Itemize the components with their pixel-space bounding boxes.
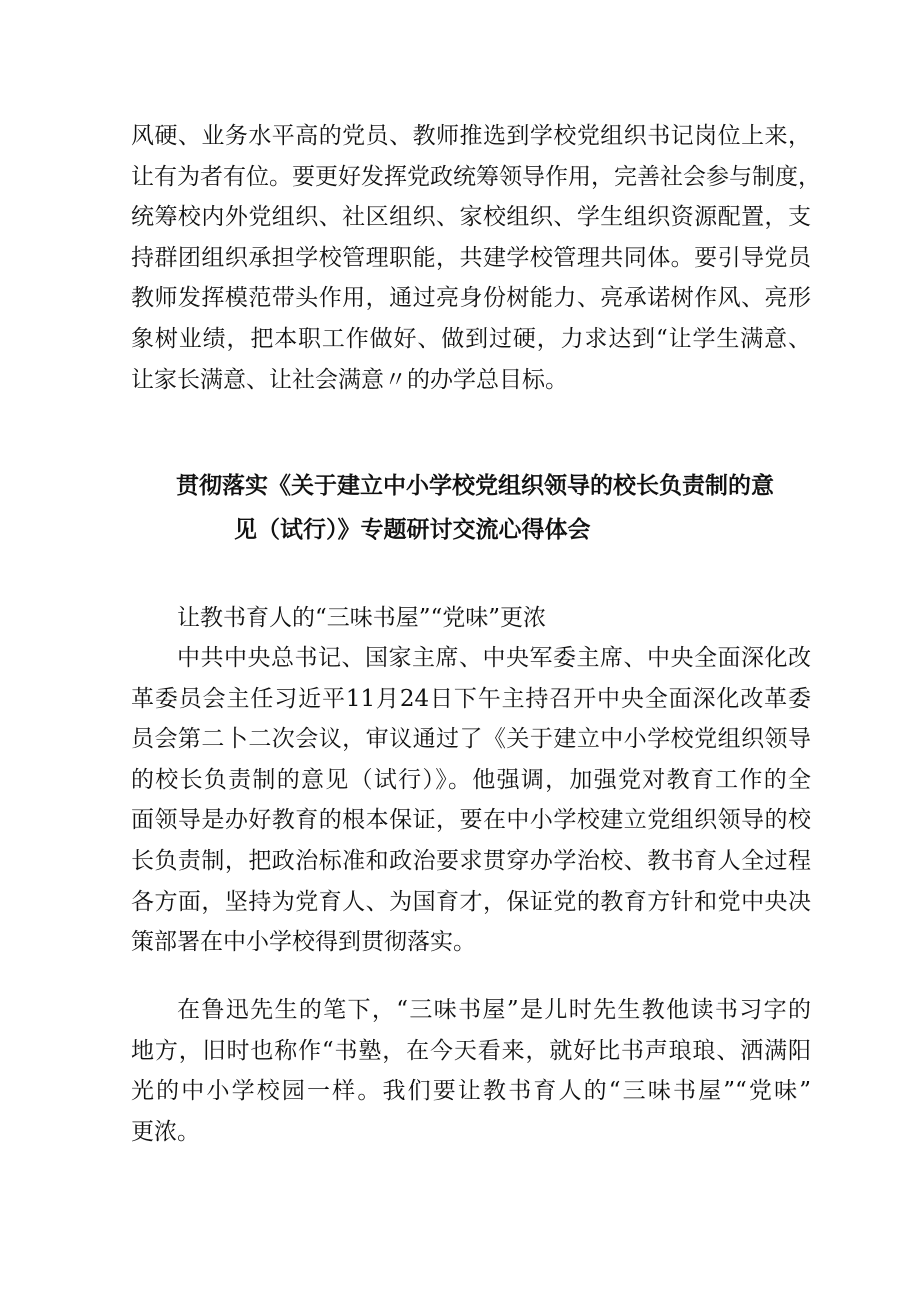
paragraph-line: 让家长满意、让社会满意〃的办学总目标。 — [131, 366, 568, 393]
paragraph-1 — [131, 638, 811, 963]
paragraph-line: 在鲁迅先生的笔下，“三味书屋”是儿时先生教他读书习字的 — [177, 997, 811, 1023]
paragraph-line: 让有为者有位。要更好发挥党政统筹领导作用，完善社会参与制度， — [131, 163, 821, 190]
document-title — [131, 464, 811, 552]
paragraph-line: 各方面，坚持为党育人、为国育才，保证党的教育方针和党中央决 — [131, 888, 811, 915]
paragraph-line: 中共中央总书记、国家主席、中央军委主席、中央全面深化改 — [177, 645, 811, 671]
paragraph-line: 教师发挥模范带头作用，通过亮身份树能力、亮承诺树作风、亮形 — [131, 285, 811, 312]
paragraph-line: 革委员会主任习近平11月24日下午主持召开中央全面深化改革委 — [131, 685, 811, 712]
paragraph-line: 更浓。 — [131, 1118, 200, 1145]
paragraph-line: 光的中小学校园一样。我们要让教书育人的“三味书屋”“党味” — [131, 1078, 811, 1105]
paragraph-line: 统筹校内外党组织、社区组织、家校组织、学生组织资源配置，支 — [131, 204, 811, 231]
paragraph-line: 象树业绩，把本职工作做好、做到过硬，力求达到“让学生满意、 — [131, 325, 811, 352]
paragraph-line: 员会第二卜二次会议，审议通过了《关于建立中小学校党组织领导 — [131, 726, 811, 753]
paragraph-line: 面领导是办好教育的根本保证，要在中小学校建立党组织领导的校 — [131, 807, 811, 834]
paragraph-line: 策部署在中小学校得到贯彻落实。 — [131, 929, 476, 956]
paragraph-line: 持群团组织承担学校管理职能，共建学校管理共同体。要引导党员 — [131, 244, 811, 271]
paragraph-top — [131, 116, 821, 400]
paragraph-2 — [131, 990, 811, 1152]
paragraph-line: 长负责制，把政治标准和政治要求贯穿办学治校、教书育人全过程 — [131, 847, 811, 874]
title-line-1: 贯彻落实《关于建立中小学校党组织领导的校长负责制的意 — [176, 473, 774, 499]
paragraph-line: 的校长负责制的意见（试行）》。他强调，加强党对教育工作的全 — [131, 766, 811, 793]
subtitle-block — [131, 598, 811, 639]
paragraph-line: 地方，旧时也称作“书塾，在今天看来，就好比书声琅琅、洒满阳 — [131, 1037, 811, 1064]
title-line-2: 见（试行）》专题研讨交流心得体会 — [234, 517, 591, 543]
paragraph-line: 风硬、业务水平高的党员、教师推选到学校党组织书记岗位上来， — [131, 123, 811, 149]
subtitle: 让教书育人的“三味书屋”“党味”更浓 — [177, 605, 547, 631]
